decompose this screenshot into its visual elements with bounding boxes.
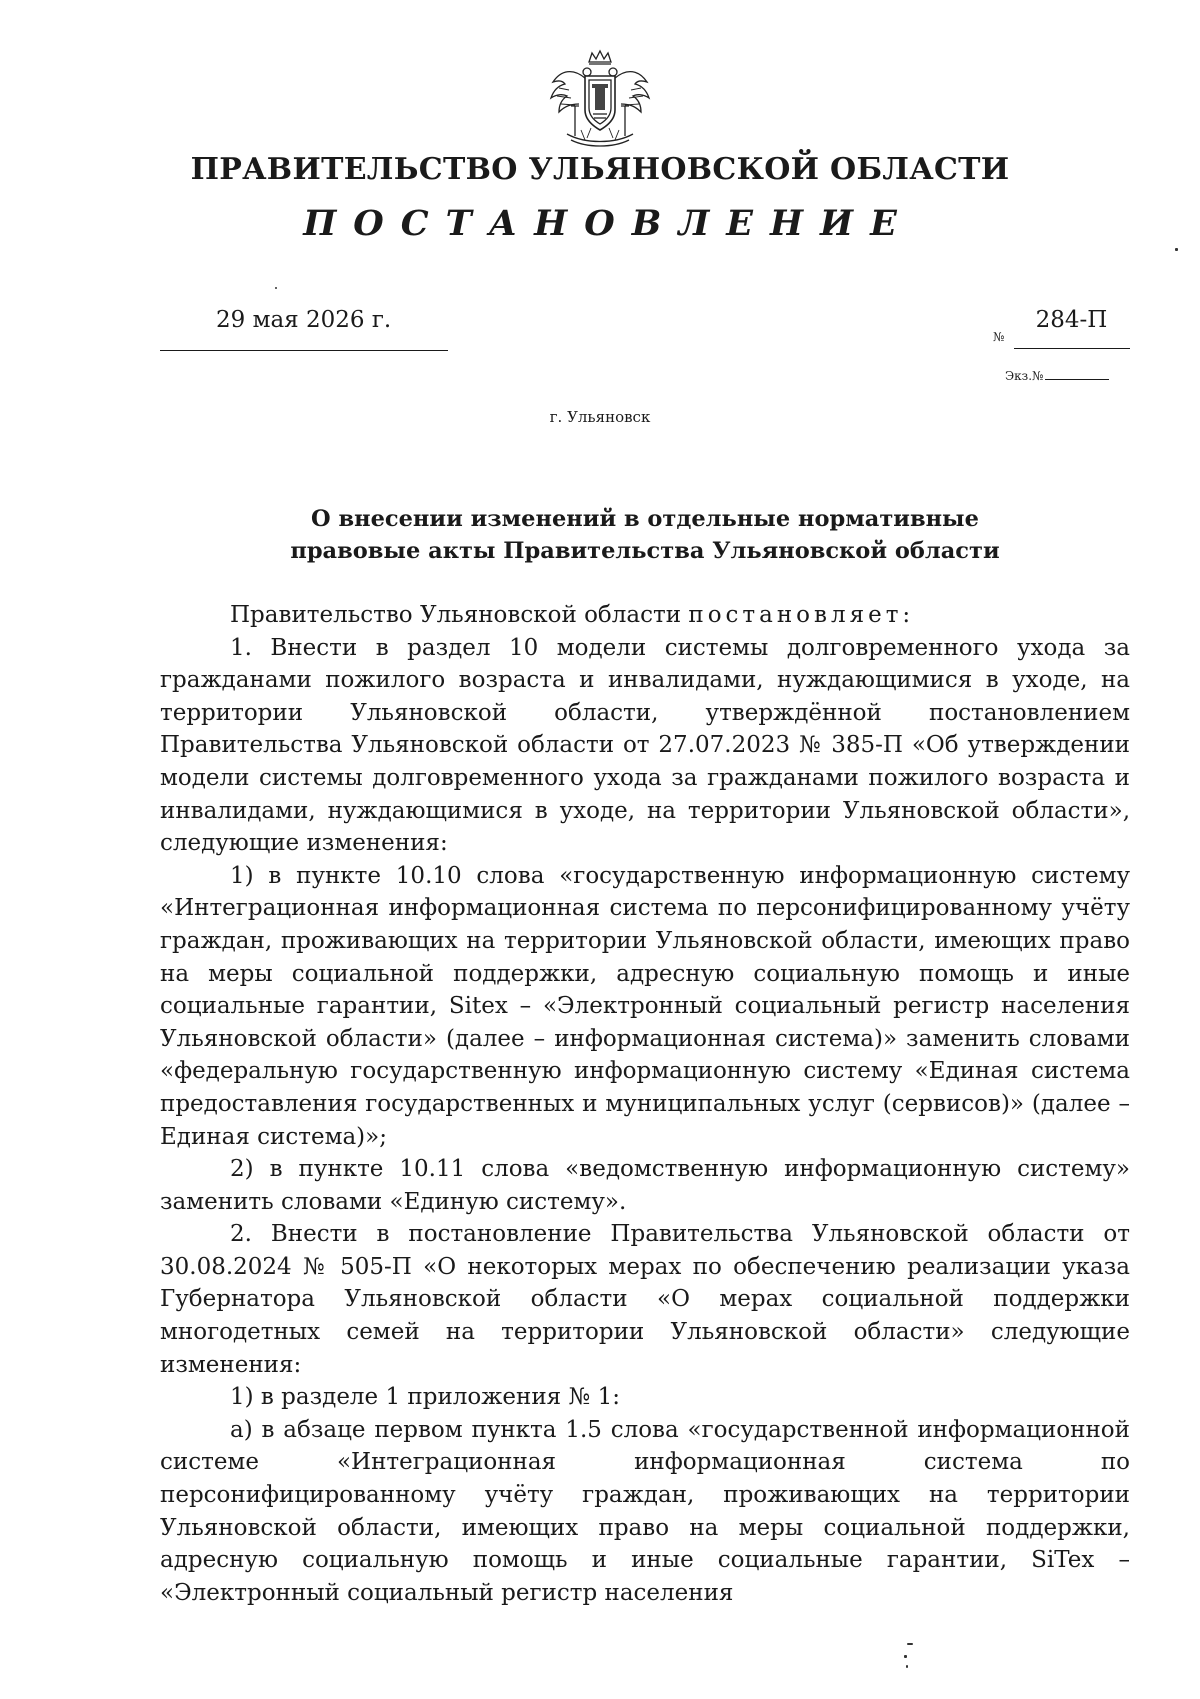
title-line-1: О внесении изменений в отдельные нормативные	[311, 506, 979, 532]
date-underline	[160, 350, 448, 351]
copy-underline	[1045, 379, 1109, 380]
document-type: ПОСТАНОВЛЕНИЕ	[303, 203, 914, 244]
scan-speck	[904, 1655, 907, 1658]
paragraph-1-2: 2) в пункте 10.11 слова «ведомственную информационную систему» заменить словами «Единую систему».	[160, 1156, 1130, 1215]
paragraph-1: 1. Внести в раздел 10 модели системы долговременного ухода за гражданами пожилого возраста и инвалидами, нуждающимися в уходе, на территории Ульяновской области, утверждённой постановлением Правительства Ульяновской области от 27.07.2023 № 385-П «Об утверждении модели системы долговременного ухода за гражданами пожилого возраста и инвалидами, нуждающимися в уходе, на территории Ульяновской области», следующие изменения:	[160, 634, 1130, 857]
copy-label: Экз.№	[1005, 369, 1044, 383]
intro-text: Правительство Ульяновской области	[230, 602, 689, 628]
city: г. Ульяновск	[549, 408, 651, 426]
scan-speck	[907, 1643, 913, 1645]
paragraph-2-1: 1) в разделе 1 приложения № 1:	[230, 1384, 620, 1411]
organization-name: ПРАВИТЕЛЬСТВО УЛЬЯНОВСКОЙ ОБЛАСТИ	[190, 152, 1010, 187]
number-value: 284-П	[1035, 307, 1108, 333]
scan-speck	[1175, 248, 1178, 251]
number-underline	[1014, 348, 1130, 349]
document-title	[160, 503, 1130, 567]
copy-number	[1005, 369, 1109, 383]
date-text: 29 мая 2026 г.	[216, 307, 392, 333]
paragraph-1-1: 1) в пункте 10.10 слова «государственную информационную систему «Интеграционная информационная система по персонифицированному учёту граждан, проживающих на территории Ульяновской области, имеющих право на меры социальной поддержки, адресную социальную помощь и иные социальные гарантии, Sitex – «Электронный социальный регистр населения Ульяновской области» (далее – информационная система)» заменить словами «федеральную государственную информационную систему «Единая система предоставления государственных и муниципальных услуг (сервисов)» (далее – Единая система)»;	[160, 862, 1130, 1150]
paragraph-2-1-a: а) в абзаце первом пункта 1.5 слова «государственной информационной системе «Интеграционная информационная система по персонифицированному учёту граждан, проживающих на территории Ульяновской области, имеющих право на меры социальной поддержки, адресную социальную помощь и иные социальные гарантии, SiTex – «Электронный социальный регистр населения	[160, 1416, 1130, 1606]
number-sign: №	[993, 330, 1005, 344]
scan-speck	[906, 1665, 908, 1668]
intro-paragraph	[160, 599, 1130, 632]
paragraph-2: 2. Внести в постановление Правительства Ульяновской области от 30.08.2024 № 505-П «О некоторых мерах по обеспечению реализации указа Губернатора Ульяновской области «О мерах социальной поддержки многодетных семей на территории Ульяновской области» следующие изменения:	[160, 1221, 1130, 1378]
title-line-2: правовые акты Правительства Ульяновской области	[290, 538, 1000, 564]
intro-resolves: постановляет:	[688, 602, 915, 628]
coat-of-arms-icon	[545, 48, 655, 152]
scan-speck	[275, 287, 277, 289]
document-body	[160, 599, 1130, 1609]
document-date	[160, 304, 448, 351]
